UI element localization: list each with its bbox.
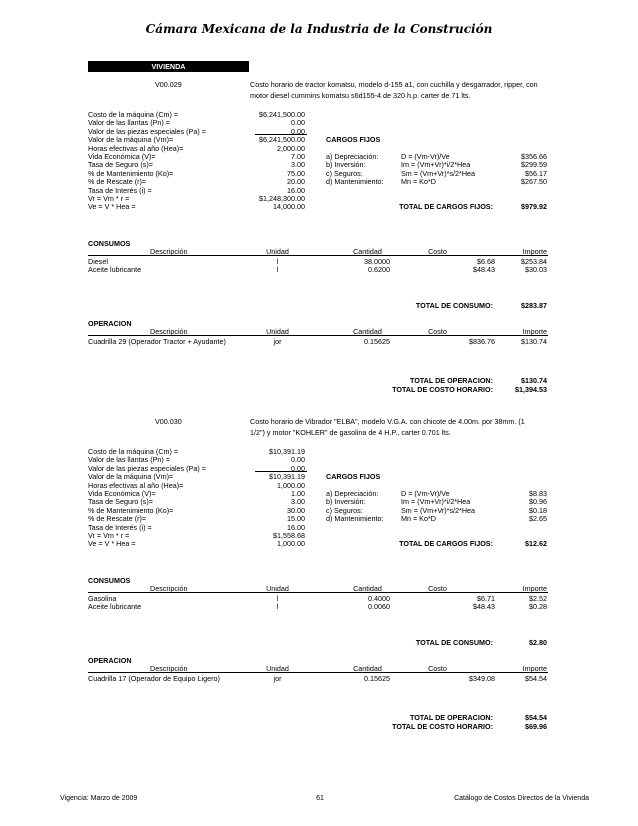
cargo-value: $299.59	[521, 160, 547, 170]
consumo-unit: l	[276, 265, 279, 275]
param-label: Ve = V * Hea =	[88, 202, 136, 212]
total-cargos-fijos-label: TOTAL DE CARGOS FIJOS:	[399, 539, 493, 549]
param-value: 0.00	[291, 118, 305, 128]
param-label: Vr = Vm * r =	[88, 531, 130, 540]
table-header-cell: Descripción	[150, 247, 188, 257]
param-label: Tasa de Seguro (s)=	[88, 497, 153, 507]
table-header-cell: Costo	[428, 584, 447, 594]
param-value: $6,241,500.00	[259, 110, 305, 119]
total-consumo-value: $2.80	[529, 638, 547, 647]
total-operacion-label: TOTAL DE OPERACION:	[409, 713, 493, 722]
cargo-name: b) Inversión:	[326, 160, 366, 170]
total-costo-horario-label: TOTAL DE COSTO HORARIO:	[392, 722, 493, 731]
total-operacion-value: $130.74	[521, 376, 547, 385]
param-value: 1.00	[291, 489, 305, 498]
total-costo-horario-value: $69.96	[525, 722, 547, 731]
consumo-unit: l	[276, 256, 279, 266]
consumo-cost: $48.43	[473, 265, 495, 275]
param-label: % de Rescate (r)=	[88, 514, 147, 524]
consumo-amount: $253.84	[521, 256, 547, 266]
cargo-formula: Mn = Ko*D	[401, 177, 436, 187]
cargo-value: $2.65	[529, 514, 547, 524]
param-value: 20.00	[287, 177, 305, 187]
param-value: 30.00	[287, 505, 305, 515]
total-costo-horario-value: $1,394.53	[515, 385, 547, 394]
consumo-desc: Aceite lubricante	[88, 265, 142, 275]
consumo-qty: 0.6200	[368, 265, 390, 275]
param-label: Tasa de Interés (i) =	[88, 522, 152, 532]
operacion-unit: jor	[273, 673, 282, 683]
operacion-qty: 0.15625	[364, 673, 390, 683]
param-value: 3.00	[291, 160, 305, 170]
item-description-line: motor diesel cummins komatsu s6d155-4 de 320 h.p. carter de 71 lts.	[250, 91, 471, 100]
param-label: Valor de la máquina (Vm)=	[88, 472, 174, 482]
param-value: 0.00	[291, 455, 305, 465]
table-header-cell: Importe	[522, 664, 547, 674]
cargo-formula: D = (Vm-Vr)/Ve	[401, 152, 450, 161]
cargo-formula: D = (Vm-Vr)/Ve	[401, 489, 450, 498]
total-consumo-label: TOTAL DE CONSUMO:	[415, 638, 493, 647]
param-value: 2,000.00	[277, 143, 305, 153]
consumo-desc: Diesel	[88, 256, 108, 266]
cargo-name: a) Depreciación:	[326, 152, 379, 161]
table-header-cell: Descripción	[150, 664, 188, 674]
operacion-unit: jor	[273, 336, 282, 346]
item-description-line: 1/2") y motor "KOHLER" de gasolina de 4 H.P., carter 0.701 lts.	[250, 428, 451, 437]
consumos-title: CONSUMOS	[88, 576, 131, 585]
table-header-cell: Cantidad	[353, 664, 382, 674]
param-value: $10,391.19	[269, 472, 305, 482]
param-value: 1,000.00	[277, 539, 305, 549]
cargos-fijos-title: CARGOS FIJOS	[326, 135, 381, 145]
param-value: 0.00	[291, 126, 305, 136]
consumo-qty: 0.4000	[368, 593, 390, 603]
cargo-name: d) Mantenimiento:	[326, 514, 384, 524]
footer-validity: Vigencia: Marzo de 2009	[60, 795, 138, 802]
cargo-formula: Im = (Vm+Vr)*i/2*Hea	[401, 497, 471, 507]
operacion-qty: 0.15625	[364, 336, 390, 346]
operacion-desc: Cuadrilla 29 (Operador Tractor + Ayudante)	[88, 336, 226, 346]
consumo-qty: 38.0000	[364, 256, 390, 266]
operacion-cost: $836.76	[469, 336, 495, 346]
cargo-value: $0.96	[529, 497, 547, 507]
total-costo-horario-label: TOTAL DE COSTO HORARIO:	[392, 385, 493, 394]
table-header-cell: Descripción	[150, 584, 188, 594]
table-header-cell: Cantidad	[353, 247, 382, 257]
cargo-name: d) Mantenimiento:	[326, 177, 384, 187]
consumo-desc: Gasolina	[88, 593, 117, 603]
footer-catalog-name: Catálogo de Costos Directos de la Vivienda	[454, 795, 589, 802]
table-header-cell: Costo	[428, 664, 447, 674]
table-header-cell: Costo	[428, 247, 447, 257]
param-value: 15.00	[287, 514, 305, 524]
param-value: 14,000.00	[273, 202, 305, 212]
param-label: Horas efectivas al año (Hea)=	[88, 143, 184, 153]
page-title: Cámara Mexicana de la Industria de la Construción	[145, 22, 493, 36]
param-label: % de Rescate (r)=	[88, 177, 147, 187]
table-header-cell: Cantidad	[353, 327, 382, 337]
operacion-cost: $349.08	[469, 673, 495, 683]
cargo-formula: Sm = (Vm+Vr)*s/2*Hea	[401, 505, 476, 515]
param-label: % de Mantenimiento (Ko)=	[88, 505, 174, 515]
section-label: VIVIENDA	[88, 61, 249, 72]
param-value: 7.00	[291, 152, 305, 161]
consumo-unit: l	[276, 602, 279, 612]
params-subtotal-line	[255, 471, 307, 472]
param-label: Costo de la máquina (Cm) =	[88, 110, 179, 119]
cargo-formula: Sm = (Vm+Vr)*s/2*Hea	[401, 168, 476, 178]
cargo-value: $8.83	[529, 489, 547, 498]
param-value: 1,000.00	[277, 480, 305, 490]
operacion-title: OPERACION	[88, 656, 132, 665]
consumo-cost: $6.71	[477, 593, 495, 603]
operacion-title: OPERACION	[88, 319, 132, 328]
param-label: Tasa de Interés (i) =	[88, 185, 152, 195]
total-consumo-label: TOTAL DE CONSUMO:	[415, 301, 493, 310]
table-header-cell: Cantidad	[353, 584, 382, 594]
param-value: 75.00	[287, 168, 305, 178]
table-header-cell: Unidad	[266, 664, 289, 674]
table-header-cell: Importe	[522, 327, 547, 337]
table-header-cell: Costo	[428, 327, 447, 337]
param-label: Vr = Vm * r =	[88, 194, 130, 203]
footer-page-number: 61	[316, 795, 324, 802]
param-label: Vida Económica (V)=	[88, 152, 156, 161]
param-value: $6,241,500.00	[259, 135, 305, 145]
cargo-formula: Mn = Ko*D	[401, 514, 436, 524]
cargo-value: $0.18	[529, 505, 547, 515]
param-label: Valor de la máquina (Vm)=	[88, 135, 174, 145]
param-label: Vida Económica (V)=	[88, 489, 156, 498]
cargo-formula: Im = (Vm+Vr)*i/2*Hea	[401, 160, 471, 170]
operacion-desc: Cuadrilla 17 (Operador de Equipo Ligero)	[88, 673, 220, 683]
consumo-amount: $0.28	[529, 602, 547, 612]
consumo-unit: l	[276, 593, 279, 603]
item-code: V00.029	[155, 80, 182, 89]
total-operacion-value: $54.54	[525, 713, 547, 722]
param-label: Horas efectivas al año (Hea)=	[88, 480, 184, 490]
param-label: Valor de las llantas (Pn) =	[88, 455, 170, 465]
total-operacion-label: TOTAL DE OPERACION:	[409, 376, 493, 385]
total-cargos-fijos-value: $12.62	[525, 539, 547, 549]
consumo-desc: Aceite lubricante	[88, 602, 142, 612]
param-value: $10,391.19	[269, 447, 305, 456]
total-consumo-value: $283.87	[521, 301, 547, 310]
cargo-name: b) Inversión:	[326, 497, 366, 507]
consumos-title: CONSUMOS	[88, 239, 131, 248]
table-header-cell: Unidad	[266, 247, 289, 257]
param-value: $1,558.68	[273, 531, 305, 540]
table-header-cell: Importe	[522, 584, 547, 594]
param-label: Costo de la máquina (Cm) =	[88, 447, 179, 456]
table-header-cell: Importe	[522, 247, 547, 257]
cargo-name: c) Seguros:	[326, 168, 363, 178]
param-label: Valor de las piezas especiales (Pa) =	[88, 126, 206, 136]
item-description-line: Costo horario de tractor komatsu, modelo d-155 a1, con cuchilla y desgarrador, ripper, con	[250, 80, 538, 89]
table-header-cell: Unidad	[266, 584, 289, 594]
param-value: 16.00	[287, 522, 305, 532]
consumo-amount: $30.03	[525, 265, 547, 275]
params-subtotal-line	[255, 134, 307, 135]
operacion-amount: $130.74	[521, 336, 547, 346]
param-value: 0.00	[291, 463, 305, 473]
total-cargos-fijos-label: TOTAL DE CARGOS FIJOS:	[399, 202, 493, 212]
param-label: Valor de las llantas (Pn) =	[88, 118, 170, 128]
consumo-cost: $6.68	[477, 256, 495, 266]
cargo-value: $267.50	[521, 177, 547, 187]
cargo-value: $356.66	[521, 152, 547, 161]
consumo-cost: $48.43	[473, 602, 495, 612]
cargo-value: $56.17	[525, 168, 547, 178]
table-header-cell: Unidad	[266, 327, 289, 337]
param-value: 3.00	[291, 497, 305, 507]
operacion-amount: $54.54	[525, 673, 547, 683]
total-cargos-fijos-value: $979.92	[521, 202, 547, 212]
param-value: $1,248,300.00	[259, 194, 305, 203]
consumo-amount: $2.52	[529, 593, 547, 603]
param-label: Ve = V * Hea =	[88, 539, 136, 549]
table-header-cell: Descripción	[150, 327, 188, 337]
param-label: Tasa de Seguro (s)=	[88, 160, 153, 170]
cargos-fijos-title: CARGOS FIJOS	[326, 472, 381, 482]
cargo-name: a) Depreciación:	[326, 489, 379, 498]
item-description-line: Costo horario de Vibrador "ELBA", modelo V.G.A. con chicote de 4.00m. por 38mm. (1	[250, 417, 525, 426]
param-value: 16.00	[287, 185, 305, 195]
param-label: Valor de las piezas especiales (Pa) =	[88, 463, 206, 473]
consumo-qty: 0.0060	[368, 602, 390, 612]
param-label: % de Mantenimiento (Ko)=	[88, 168, 174, 178]
cargo-name: c) Seguros:	[326, 505, 363, 515]
item-code: V00.030	[155, 417, 182, 426]
